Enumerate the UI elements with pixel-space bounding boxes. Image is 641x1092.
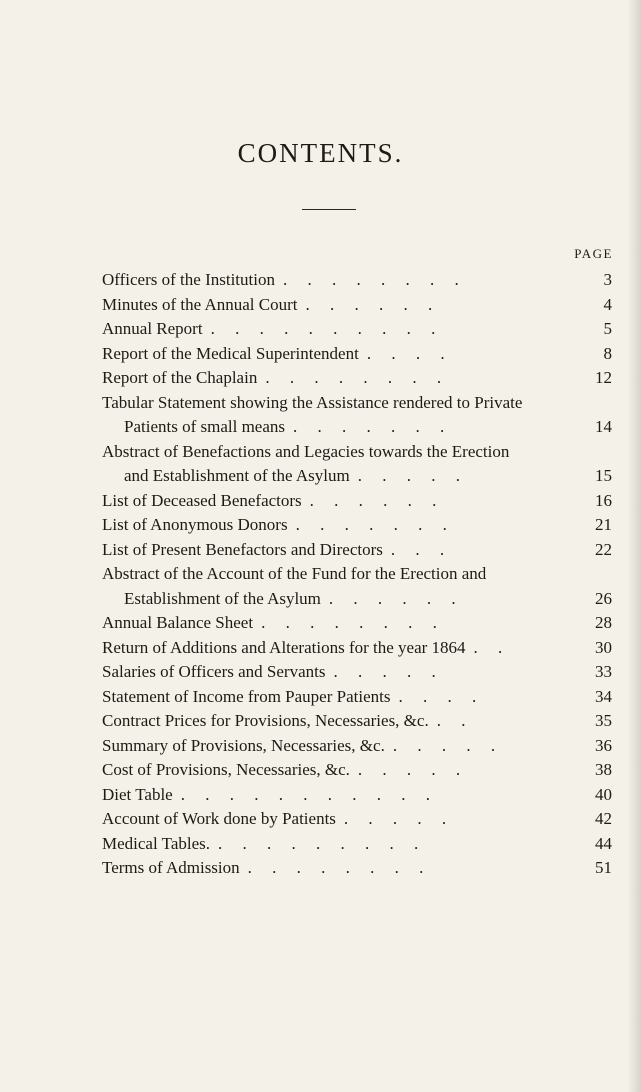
dot-leader: . . . . .	[357, 466, 460, 485]
toc-entry	[102, 391, 612, 416]
entry-title: Establishment of the Asylum	[124, 588, 321, 608]
page-number: 8	[603, 343, 612, 363]
entry-title: Officers of the Institution	[102, 270, 275, 289]
toc-entry	[102, 856, 612, 881]
page-number: 4	[603, 294, 612, 314]
entry-title: Return of Additions and Alterations for the year 1864	[102, 637, 466, 657]
dot-leader: . . . . . . . . . . .	[180, 784, 430, 804]
page-number: 36	[595, 735, 612, 755]
toc-entry	[102, 758, 612, 783]
toc-entry	[102, 562, 612, 587]
toc-entry	[102, 317, 612, 342]
entry-title: Salaries of Officers and Servants	[102, 662, 326, 681]
page-title: CONTENTS.	[237, 138, 404, 168]
page-number: 15	[595, 466, 612, 485]
toc-entry	[102, 685, 612, 710]
toc-entry	[102, 489, 612, 514]
page-number: 22	[595, 539, 612, 559]
title-rule	[302, 209, 356, 210]
page-number: 30	[595, 637, 612, 657]
page-number: 14	[595, 417, 612, 436]
dot-leader: . . . . . .	[309, 490, 437, 510]
entry-title: Patients of small means	[124, 417, 286, 436]
dot-leader: . . . . . . . .	[247, 858, 424, 877]
toc-entry	[102, 660, 612, 685]
dot-leader: . . . . . . .	[295, 515, 447, 534]
page-number: 34	[595, 686, 612, 706]
entry-title: Annual Balance Sheet	[102, 613, 254, 632]
page-number: 3	[603, 270, 612, 289]
dot-leader: . . . . .	[343, 809, 447, 828]
entry-title: List of Present Benefactors and Directors	[102, 539, 383, 559]
entry-title: Statement of Income from Pauper Patients	[102, 686, 391, 706]
page-number: 42	[595, 809, 612, 828]
toc-entry	[102, 611, 612, 636]
page-number: 44	[595, 833, 612, 853]
toc-entry	[102, 807, 612, 832]
page-number: 28	[595, 613, 612, 632]
toc-entry-continuation	[102, 464, 612, 489]
dot-leader: . . . . . . . . . .	[210, 319, 436, 338]
dot-leader: . . . . . .	[328, 588, 456, 608]
dot-leader: . . . .	[398, 686, 477, 706]
toc-entry	[102, 538, 612, 563]
page-number: 33	[595, 662, 612, 681]
entry-title: Summary of Provisions, Necessaries, &c.	[102, 735, 385, 755]
dot-leader: . . . . . .	[305, 294, 433, 314]
dot-leader: . . . . .	[333, 662, 436, 681]
entry-title: Abstract of Benefactions and Legacies towards the Erection	[102, 441, 510, 461]
dot-leader: . . . . .	[392, 735, 496, 755]
entry-title: Account of Work done by Patients	[102, 809, 336, 828]
toc-entry	[102, 709, 612, 734]
dot-leader: . .	[436, 711, 466, 730]
toc-entry	[102, 293, 612, 318]
toc-entry	[102, 832, 612, 857]
page-number: 38	[595, 760, 612, 779]
toc-entry	[102, 783, 612, 808]
entry-title: List of Deceased Benefactors	[102, 490, 302, 510]
entry-title: Abstract of the Account of the Fund for the Erection and	[102, 564, 487, 583]
toc-entry	[102, 366, 612, 391]
entry-title: Report of the Chaplain	[102, 368, 258, 387]
toc-entry	[102, 268, 612, 293]
toc-entry	[102, 734, 612, 759]
toc-entry	[102, 513, 612, 538]
page-column-header: PAGE	[574, 246, 613, 261]
toc-entry	[102, 636, 612, 661]
entry-title: Tabular Statement showing the Assistance rendered to Private	[102, 392, 523, 412]
toc-entry-continuation	[102, 415, 612, 440]
dot-leader: . . . . . . .	[293, 417, 445, 436]
page-number: 51	[595, 858, 612, 877]
dot-leader: . .	[473, 637, 503, 657]
dot-leader: . . . . .	[357, 760, 461, 779]
page-number: 16	[595, 490, 612, 510]
dot-leader: . . . . . . . .	[282, 270, 459, 289]
page-number: 35	[595, 711, 612, 730]
entry-title: and Establishment of the Asylum	[124, 466, 350, 485]
entry-title: Medical Tables.	[102, 833, 211, 853]
page-number: 5	[603, 319, 612, 338]
entry-title: Diet Table	[102, 784, 173, 804]
dot-leader: . . .	[390, 539, 445, 559]
dot-leader: . . . .	[366, 343, 445, 363]
entry-title: List of Anonymous Donors	[102, 515, 288, 534]
entry-title: Terms of Admission	[102, 858, 240, 877]
page-number: 40	[595, 784, 612, 804]
page-number: 12	[595, 368, 612, 387]
dot-leader: . . . . . . . .	[265, 368, 442, 387]
entry-title: Cost of Provisions, Necessaries, &c.	[102, 760, 350, 779]
entry-title: Annual Report	[102, 319, 203, 338]
entry-title: Minutes of the Annual Court	[102, 294, 298, 314]
toc-entry-continuation	[102, 587, 612, 612]
page-number: 21	[595, 515, 612, 534]
page-number: 26	[595, 588, 612, 608]
toc-entry	[102, 342, 612, 367]
table-of-contents	[102, 268, 612, 881]
dot-leader: . . . . . . . . .	[218, 833, 419, 853]
dot-leader: . . . . . . . .	[261, 613, 437, 632]
entry-title: Contract Prices for Provisions, Necessaries, &c.	[102, 711, 429, 730]
toc-entry	[102, 440, 612, 465]
entry-title: Report of the Medical Superintendent	[102, 343, 359, 363]
